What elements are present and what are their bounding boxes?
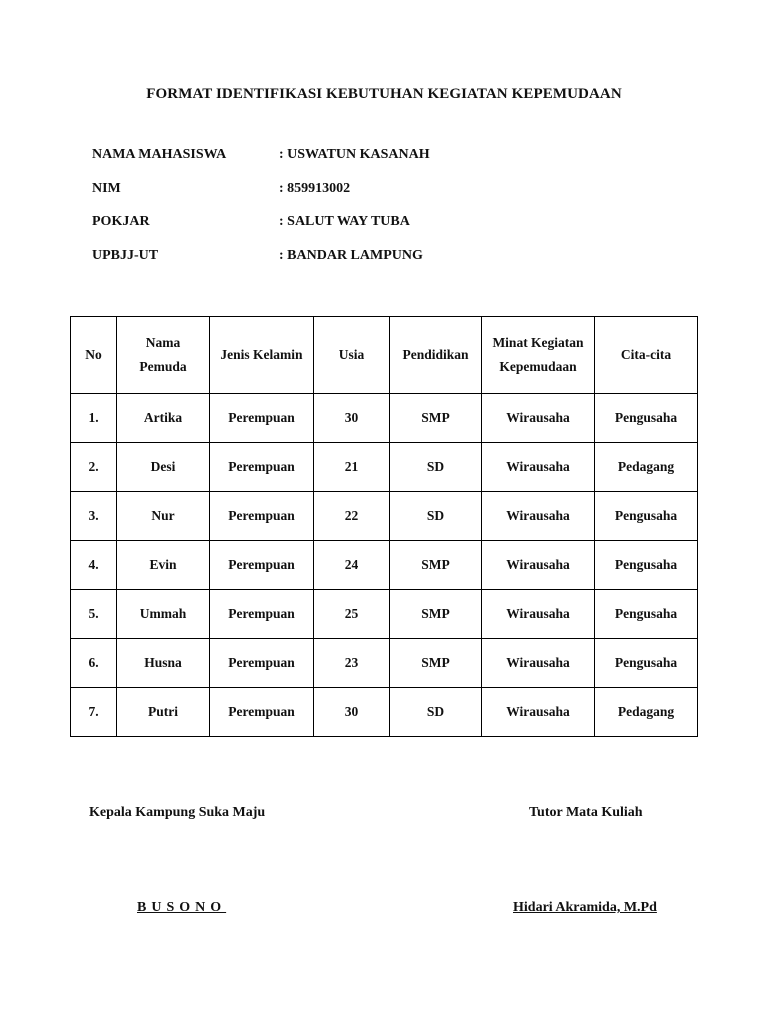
- cell-pendidikan: SD: [390, 443, 482, 492]
- info-label: NAMA MAHASISWA: [92, 147, 227, 162]
- cell-no: 6.: [71, 639, 117, 688]
- cell-usia: 30: [314, 394, 390, 443]
- right-signature-title: Tutor Mata Kuliah: [529, 805, 643, 820]
- cell-jenis-kelamin: Perempuan: [210, 639, 314, 688]
- info-row-nama: [92, 145, 592, 179]
- cell-jenis-kelamin: Perempuan: [210, 492, 314, 541]
- cell-cita-cita: Pedagang: [595, 443, 698, 492]
- cell-cita-cita: Pengusaha: [595, 492, 698, 541]
- header-minat-kegiatan: Minat Kegiatan Kepemudaan: [482, 317, 595, 394]
- header-jenis-kelamin: Jenis Kelamin: [210, 317, 314, 394]
- cell-minat: Wirausaha: [482, 443, 595, 492]
- cell-cita-cita: Pengusaha: [595, 639, 698, 688]
- cell-usia: 24: [314, 541, 390, 590]
- cell-jenis-kelamin: Perempuan: [210, 541, 314, 590]
- cell-nama: Desi: [117, 443, 210, 492]
- cell-pendidikan: SMP: [390, 590, 482, 639]
- cell-cita-cita: Pedagang: [595, 688, 698, 737]
- student-info: [92, 145, 592, 279]
- cell-cita-cita: Pengusaha: [595, 541, 698, 590]
- cell-jenis-kelamin: Perempuan: [210, 590, 314, 639]
- cell-usia: 30: [314, 688, 390, 737]
- info-row-pokjar: [92, 212, 592, 246]
- left-signature-name: BUSONO: [137, 900, 227, 915]
- table-row: [71, 639, 698, 688]
- info-value: : SALUT WAY TUBA: [279, 214, 410, 229]
- info-value: : BANDAR LAMPUNG: [279, 247, 423, 263]
- cell-pendidikan: SMP: [390, 541, 482, 590]
- cell-no: 5.: [71, 590, 117, 639]
- cell-jenis-kelamin: Perempuan: [210, 688, 314, 737]
- info-label: NIM: [92, 180, 121, 196]
- cell-minat: Wirausaha: [482, 590, 595, 639]
- header-pendidikan: Pendidikan: [390, 317, 482, 394]
- cell-no: 4.: [71, 541, 117, 590]
- info-row-upbjj: [92, 246, 592, 280]
- cell-no: 3.: [71, 492, 117, 541]
- info-label: UPBJJ-UT: [92, 247, 159, 263]
- info-row-nim: [92, 179, 592, 213]
- document-title: FORMAT IDENTIFIKASI KEBUTUHAN KEGIATAN KEPEMUDAAN: [146, 86, 622, 102]
- cell-nama: Artika: [117, 394, 210, 443]
- table-row: [71, 443, 698, 492]
- cell-minat: Wirausaha: [482, 492, 595, 541]
- cell-jenis-kelamin: Perempuan: [210, 394, 314, 443]
- info-value: : USWATUN KASANAH: [279, 147, 430, 162]
- cell-no: 7.: [71, 688, 117, 737]
- table-row: [71, 590, 698, 639]
- cell-nama: Evin: [117, 541, 210, 590]
- cell-no: 1.: [71, 394, 117, 443]
- table-row: [71, 394, 698, 443]
- header-usia: Usia: [314, 317, 390, 394]
- cell-cita-cita: Pengusaha: [595, 394, 698, 443]
- header-cita-cita: Cita-cita: [595, 317, 698, 394]
- cell-nama: Putri: [117, 688, 210, 737]
- cell-usia: 25: [314, 590, 390, 639]
- cell-usia: 21: [314, 443, 390, 492]
- cell-usia: 22: [314, 492, 390, 541]
- cell-pendidikan: SMP: [390, 639, 482, 688]
- cell-pendidikan: SD: [390, 492, 482, 541]
- cell-usia: 23: [314, 639, 390, 688]
- identification-table: [70, 316, 698, 737]
- cell-nama: Husna: [117, 639, 210, 688]
- table-row: [71, 541, 698, 590]
- header-no: No: [71, 317, 117, 394]
- cell-jenis-kelamin: Perempuan: [210, 443, 314, 492]
- cell-nama: Nur: [117, 492, 210, 541]
- cell-minat: Wirausaha: [482, 639, 595, 688]
- cell-nama: Ummah: [117, 590, 210, 639]
- table-row: [71, 688, 698, 737]
- cell-no: 2.: [71, 443, 117, 492]
- cell-minat: Wirausaha: [482, 394, 595, 443]
- table-row: [71, 492, 698, 541]
- cell-pendidikan: SMP: [390, 394, 482, 443]
- table-header-row: [71, 317, 698, 394]
- cell-cita-cita: Pengusaha: [595, 590, 698, 639]
- right-signature-name: Hidari Akramida, M.Pd: [513, 900, 657, 915]
- header-nama-pemuda: Nama Pemuda: [117, 317, 210, 394]
- left-signature-title: Kepala Kampung Suka Maju: [89, 805, 266, 820]
- cell-pendidikan: SD: [390, 688, 482, 737]
- info-label: POKJAR: [92, 214, 150, 229]
- cell-minat: Wirausaha: [482, 541, 595, 590]
- info-value: : 859913002: [279, 180, 351, 196]
- cell-minat: Wirausaha: [482, 688, 595, 737]
